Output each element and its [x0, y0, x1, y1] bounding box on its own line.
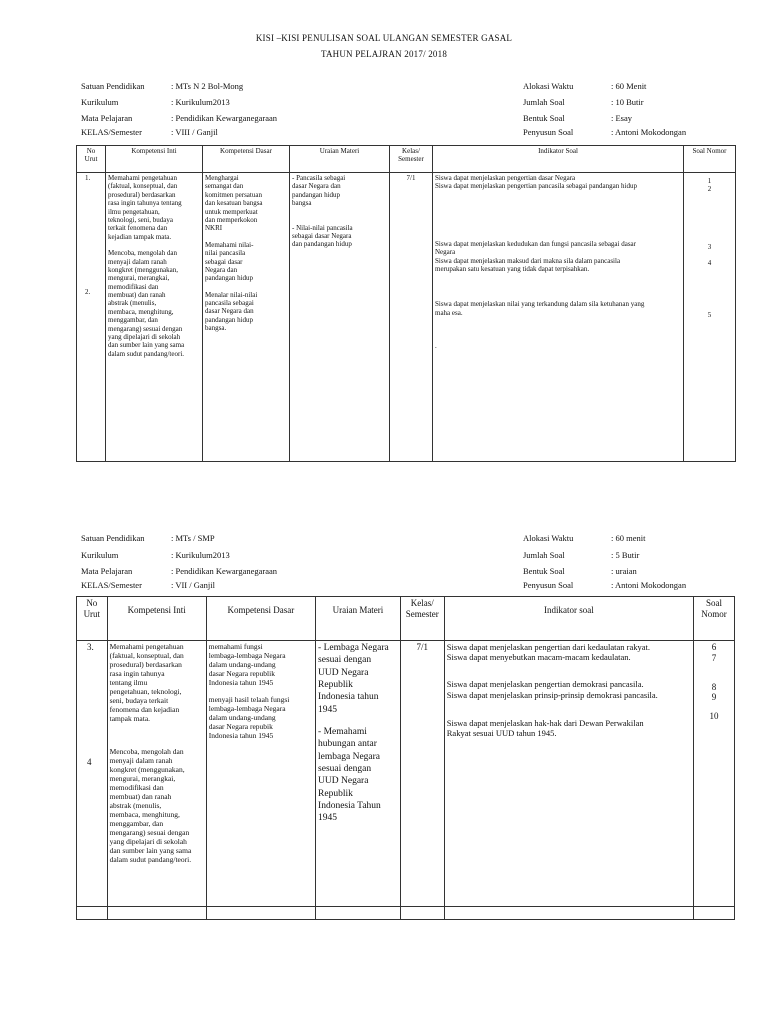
meta-value: : MTs / SMP [171, 533, 215, 543]
meta-label: KELAS/Semester [81, 580, 142, 590]
cell-kompetensi-dasar: memahami fungsi lembaga-lembaga Negara dalam undang-undang dasar Negara republik Indonesia tahun 1945 menyaji hasil telaah fungsi lembaga-lembaga Negara dalam undang-undang dasar Negara repubik Indonesia tahun 1945 [206, 641, 315, 907]
header-kompetensi-dasar: Kompetensi Dasar [203, 146, 290, 173]
meta-value: : VII / Ganjil [171, 580, 215, 590]
meta-label: Kurikulum [81, 550, 119, 560]
header-soal-nomor: Soal Nomor [694, 597, 735, 641]
meta-label: Penyusun Soal [523, 127, 574, 137]
empty-cell [206, 907, 315, 920]
meta-value: : Pendidikan Kewarganegaraan [171, 113, 278, 123]
meta-label: Mata Pelajaran [81, 566, 133, 576]
meta-label: Penyusun Soal [523, 580, 574, 590]
cell-kelas-semester: 7/1 [390, 173, 433, 462]
meta-label: Bentuk Soal [523, 566, 565, 576]
header-kelas-semester: Kelas/ Semester [400, 597, 444, 641]
cell-no-urut: 1. 2. [77, 173, 106, 462]
meta-label: Alokasi Waktu [523, 81, 574, 91]
empty-cell [444, 907, 693, 920]
grid-table-1 [76, 145, 736, 462]
cell-soal-nomor: 1 2 3 4 5 [684, 173, 736, 462]
meta-value: : 10 Butir [611, 97, 644, 107]
empty-cell [694, 907, 735, 920]
meta-value: : 5 Butir [611, 550, 640, 560]
document-subtitle: TAHUN PELAJRAN 2017/ 2018 [320, 49, 448, 59]
meta-label: Alokasi Waktu [523, 533, 574, 543]
empty-cell [107, 907, 206, 920]
cell-kompetensi-inti: Memahami pengetahuan (faktual, konseptual, dan prosedural) berdasarkan rasa ingin tahunya tentang ilmu pengetahuan, teknologi, seni, budaya terkait fenomena dan kejadian tampak mata. Mencoba, mengolah dan menyaji dalam ranah kongkret (menggunakan, mengurai, merangkai, memodifikasi dan membuat) dan ranah abstrak (menulis, membaca, menghitung, menggambar, dan mengarang) sesuai dengan yang dipelajari di sekolah dan sumber lain yang sama dalam sudut pandang/teori. [106, 173, 203, 462]
header-kompetensi-inti: Kompetensi Inti [107, 597, 206, 641]
meta-value: : MTs N 2 Bol-Mong [171, 81, 244, 91]
meta-value: : VIII / Ganjil [171, 127, 218, 137]
header-kompetensi-dasar: Kompetensi Dasar [206, 597, 315, 641]
cell-indikator-soal: Siswa dapat menjelaskan pengertian dasar Negara Siswa dapat menjelaskan pengertian pancasila sebagai pandangan hidup Siswa dapat menjelaskan kedudukan dan fungsi pancasila sebagai dasar Negara Siswa dapat menjelaskan maksud dari makna sila dalam pancasila merupakan satu kesatuan yang tidak dapat terpisahkan. Siswa dapat menjelaskan nilai yang terkandung dalam sila ketuhanan yang maha esa. . [433, 173, 684, 462]
meta-value: : 60 menit [611, 533, 646, 543]
cell-kompetensi-dasar: Menghargai semangat dan komitmen persatuan dan kesatuan bangsa untuk memperkuat dan memperkokon NKRI Memahami nilai- nilai pancasila sebagai dasar Negara dan pandangan hidup Menalar nilai-nilai pancasila sebagai dasar Negara dan pandangan hidup bangsa. [203, 173, 290, 462]
empty-cell [316, 907, 401, 920]
cell-kelas-semester: 7/1 [400, 641, 444, 907]
meta-label: Satuan Pendidikan [81, 81, 145, 91]
header-uraian-materi: Uraian Materi [316, 597, 401, 641]
document-title: KISI –KISI PENULISAN SOAL ULANGAN SEMESTER GASAL [255, 33, 513, 43]
empty-cell [77, 907, 108, 920]
meta-value: : Kurikulum2013 [171, 550, 230, 560]
cell-soal-nomor: 6 7 8 9 10 [694, 641, 735, 907]
meta-value: : Pendidikan Kewarganegaraan [171, 566, 278, 576]
meta-label: KELAS/Semester [81, 127, 142, 137]
cell-no-urut: 3. 4 [77, 641, 108, 907]
cell-indikator-soal: Siswa dapat menjelaskan pengertian dari kedaulatan rakyat. Siswa dapat menyebutkan macam-macam kedaulatan. Siswa dapat menjelaskan pengertian demokrasi pancasila. Siswa dapat menjelaskan prinsip-prinsip demokrasi pancasila. Siswa dapat menjelaskan hak-hak dari Dewan Perwakilan Rakyat sesuai UUD tahun 1945. [444, 641, 693, 907]
meta-label: Jumlah Soal [523, 550, 565, 560]
header-indikator-soal: Indikator soal [444, 597, 693, 641]
meta-label: Mata Pelajaran [81, 113, 133, 123]
meta-value: : Kurikulum2013 [171, 97, 230, 107]
meta-value: : Antoni Mokodongan [611, 127, 687, 137]
header-uraian-materi: Uraian Materi [290, 146, 390, 173]
header-soal-nomor: Soal Nomor [684, 146, 736, 173]
meta-label: Kurikulum [81, 97, 119, 107]
header-no-urut: No Urut [77, 597, 108, 641]
meta-label: Satuan Pendidikan [81, 533, 145, 543]
meta-value: : Antoni Mokodongan [611, 580, 687, 590]
meta-label: Jumlah Soal [523, 97, 565, 107]
header-kelas-semester: Kelas/ Semester [390, 146, 433, 173]
meta-label: Bentuk Soal [523, 113, 565, 123]
cell-uraian-materi: - Lembaga Negara sesuai dengan UUD Negara Republik Indonesia tahun 1945 - Memahami hubungan antar lembaga Negara sesuai dengan UUD Negara Republik Indonesia Tahun 1945 [316, 641, 401, 907]
empty-cell [400, 907, 444, 920]
grid-table-2 [76, 596, 735, 920]
header-no-urut: No Urut [77, 146, 106, 173]
meta-value: : Esay [611, 113, 633, 123]
header-indikator-soal: Indikator Soal [433, 146, 684, 173]
meta-value: : uraian [611, 566, 637, 576]
header-kompetensi-inti: Kompetensi Inti [106, 146, 203, 173]
meta-value: : 60 Menit [611, 81, 647, 91]
cell-kompetensi-inti: Memahami pengetahuan (faktual, konseptual, dan prosedural) berdasarkan rasa ingin tahunya tentang ilmu pengetahuan, teknologi, seni, budaya terkait fenomena dan kejadian tampak mata. Mencoba, mengolah dan menyaji dalam ranah kongkret (menggunakan, mengurai, merangkai, memodifikasi dan membuat) dan ranah abstrak (menulis, membaca, menghitung, menggambar, dan mengarang) sesuai dengan yang dipelajari di sekolah dan sumber lain yang sama dalam sudut pandang/teori. [107, 641, 206, 907]
cell-uraian-materi: - Pancasila sebagai dasar Negara dan pandangan hidup bangsa - Nilai-nilai pancasila sebagai dasar Negara dan pandangan hidup [290, 173, 390, 462]
